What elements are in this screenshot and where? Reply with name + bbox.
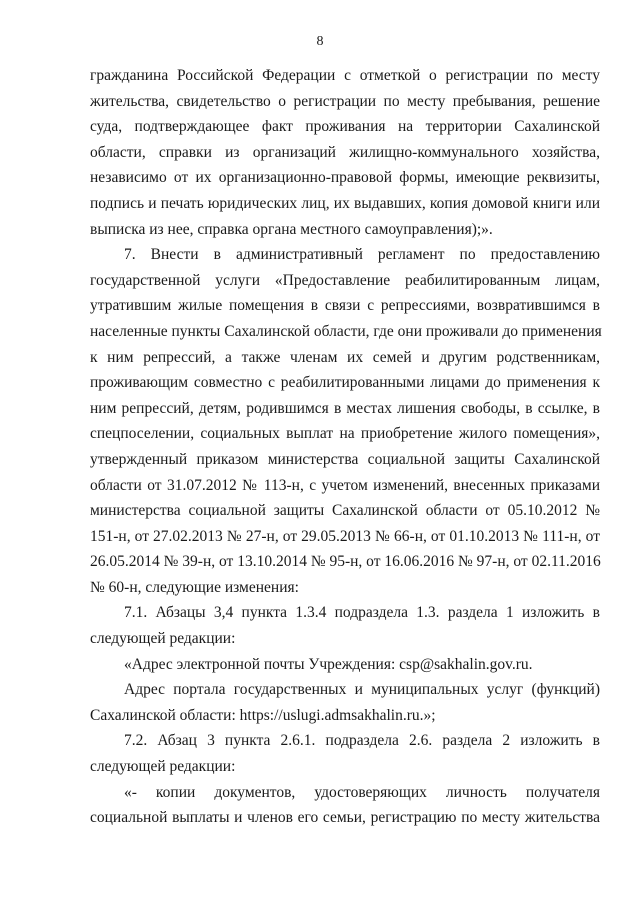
- subparagraph-7-1-line: 7.1. Абзацы 3,4 пункта 1.3.4 подраздела 1.3. раздела 1 изложить в: [124, 604, 600, 622]
- text-line: проживающим совместно с реабилитированными лицами до применения к: [90, 374, 600, 392]
- page-number: 8: [316, 34, 324, 49]
- text-line: 151-н, от 27.02.2013 № 27-н, от 29.05.2013 № 66-н, от 01.10.2013 № 111-н, от: [90, 527, 600, 545]
- text-line: № 60-н, следующие изменения:: [90, 578, 299, 596]
- text-line: министерства социальной защиты Сахалинской области от 05.10.2012 №: [90, 502, 600, 520]
- text-line: ним репрессий, детям, родившимся в местах лишения свободы, в ссылке, в: [90, 399, 600, 417]
- text-line: жительства, свидетельство о регистрации по месту пребывания, решение: [90, 92, 600, 110]
- text-line: населенные пункты Сахалинской области, где они проживали до применения: [90, 322, 602, 340]
- text-line: области от 31.07.2012 № 113-н, с учетом изменений, внесенных приказами: [90, 476, 600, 494]
- text-line: следующей редакции:: [90, 630, 236, 648]
- text-line: государственной услуги «Предоставление реабилитированным лицам,: [90, 271, 600, 289]
- text-line: утратившим жилые помещения в связи с репрессиями, возвратившимся в: [90, 297, 600, 315]
- text-line: социальной выплаты и членов его семьи, регистрацию по месту жительства: [90, 809, 600, 827]
- text-line: Сахалинской области: https://uslugi.admsakhalin.ru.»;: [90, 706, 436, 724]
- text-line: независимо от их организационно-правовой формы, имеющие реквизиты,: [90, 169, 600, 187]
- text-line: выписка из нее, справка органа местного самоуправления);».: [90, 220, 493, 238]
- text-line: гражданина Российской Федерации с отметкой о регистрации по месту: [90, 67, 600, 84]
- document-body: [90, 63, 600, 831]
- text-line: области, справки из организаций жилищно-коммунального хозяйства,: [90, 143, 600, 161]
- quoted-portal-line: Адрес портала государственных и муниципальных услуг (функций): [124, 681, 600, 699]
- subparagraph-7-2-line: 7.2. Абзац 3 пункта 2.6.1. подраздела 2.6. раздела 2 изложить в: [124, 732, 600, 750]
- text-line: спецпоселении, социальных выплат на приобретение жилого помещения»,: [90, 425, 600, 443]
- paragraph-7-heading-line: 7. Внести в административный регламент по предоставлению: [124, 246, 600, 264]
- text-line: суда, подтверждающее факт проживания на территории Сахалинской: [90, 118, 600, 136]
- text-line: подпись и печать юридических лиц, их выдавших, копия домовой книги или: [90, 194, 600, 212]
- text-line: утвержденный приказом министерства социальной защиты Сахалинской: [90, 450, 600, 468]
- quoted-email-line: «Адрес электронной почты Учреждения: csp@sakhalin.gov.ru.: [124, 655, 533, 673]
- text-line: к ним репрессий, а также членам их семей и другим родственникам,: [90, 348, 600, 366]
- quoted-documents-line: «- копии документов, удостоверяющих личность получателя: [124, 783, 600, 801]
- text-line: следующей редакции:: [90, 758, 236, 776]
- text-line: 26.05.2014 № 39-н, от 13.10.2014 № 95-н, от 16.06.2016 № 97-н, от 02.11.2016: [90, 553, 601, 571]
